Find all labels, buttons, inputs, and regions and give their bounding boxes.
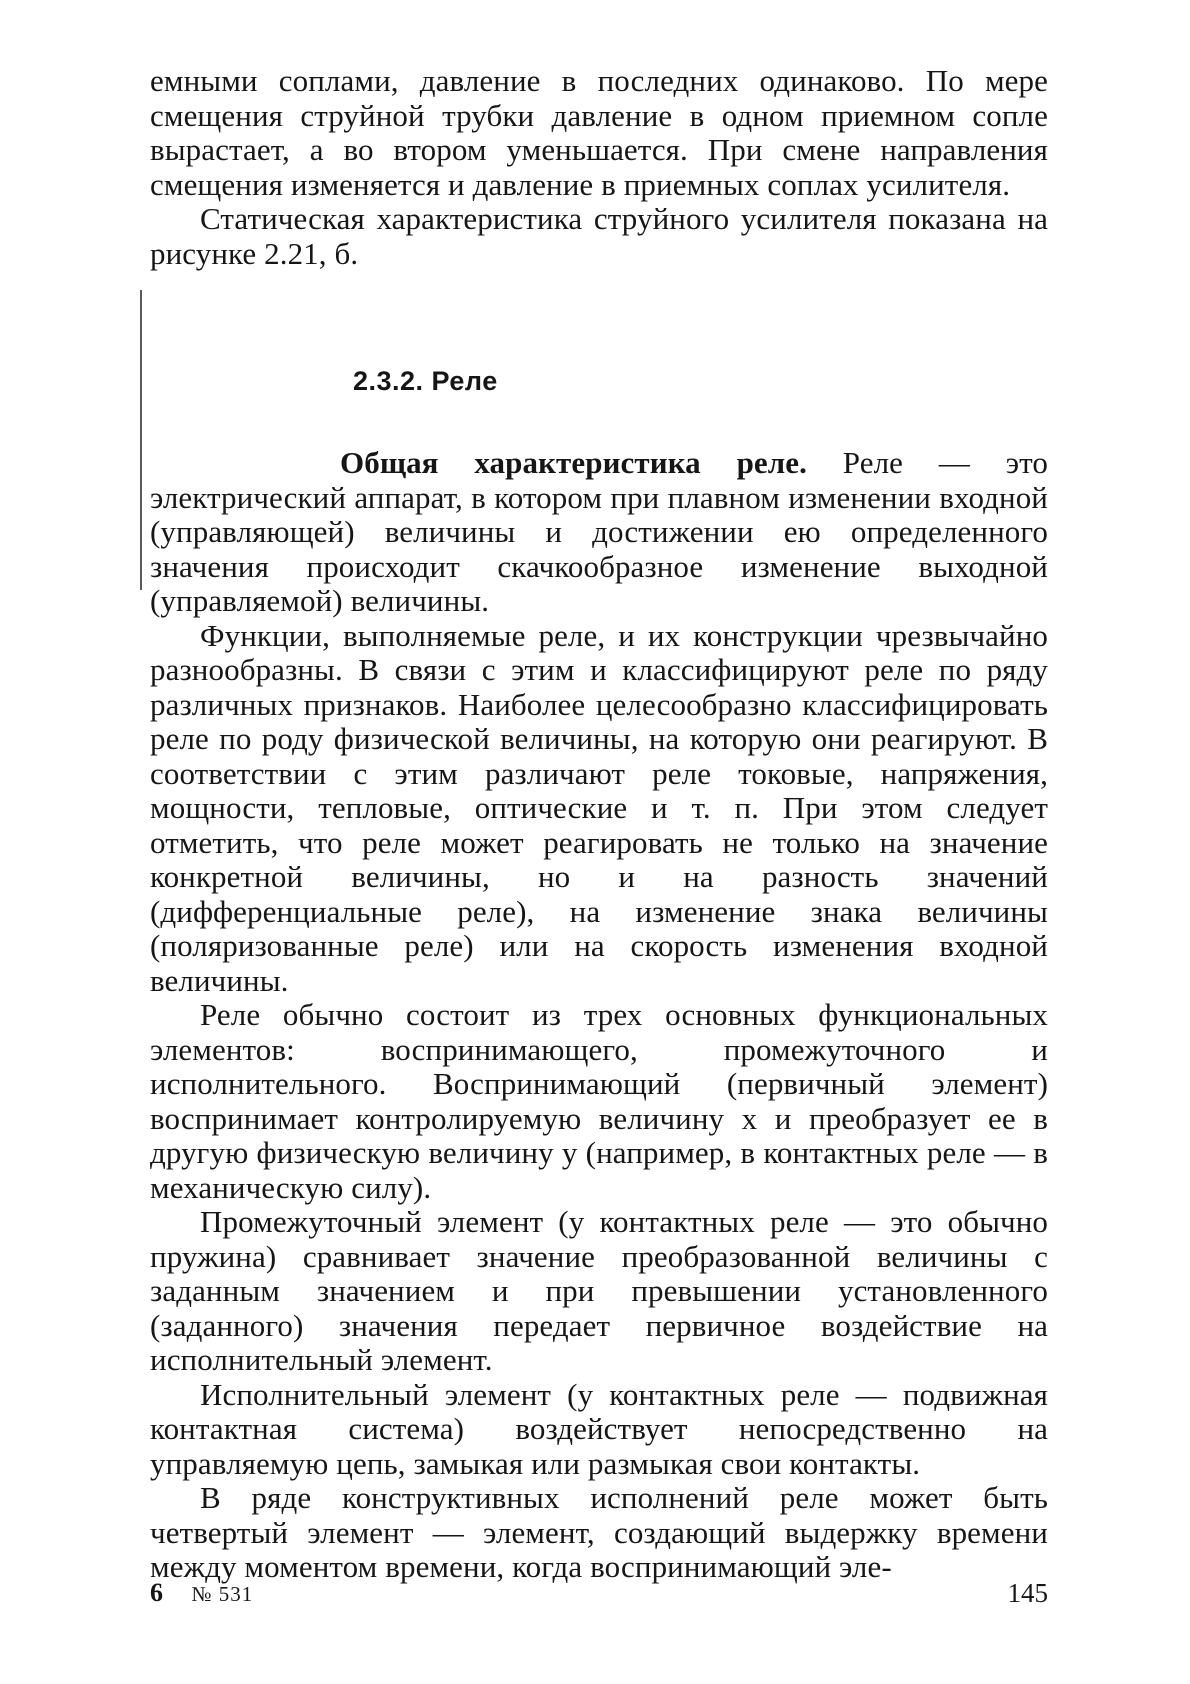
paragraph-functions: Функции, выполняемые реле, и их конструкции чрезвычайно разнообразны. В связи с этим и классифицируют реле по ряду различных признаков. Наиболее целесообразно классифицировать реле по роду физической величины, на которую они реагируют. В соответствии с этим различают реле токовые, напряжения, мощности, тепловые, оптические и т. п. При этом следует отметить, что реле может реагировать не только на значение конкретной величины, но и на разность значений (дифференциальные реле), на изменение знака величины (поляризованные реле) или на скорость изменения входной величины.: [150, 617, 1048, 998]
main-text-block: [150, 446, 1048, 1585]
paragraph-continued: емными соплами, давление в последних одинаково. По мере смещения струйной трубки давление в одном приемном сопле вырастает, а во втором уменьшается. При смене направления смещения изменяется и давление в приемных соплах усилителя.: [150, 63, 1048, 202]
paragraph-intermediate-element: Промежуточный элемент (у контактных реле — это обычно пружина) сравнивает значение преобразованной величины с заданным значением и при превышении установленного (заданного) значения передает первичное воздействие на исполнительный элемент.: [150, 1204, 1048, 1377]
paragraph-fourth-element: В ряде конструктивных исполнений реле может быть четвертый элемент — элемент, создающий выдержку времени между моментом времени, когда воспринимающий эле-: [150, 1480, 1048, 1584]
paragraph-relay-definition: [150, 446, 1048, 619]
signature-number: 6: [150, 1578, 163, 1607]
paragraph-elements: Реле обычно состоит из трех основных функциональных элементов: воспринимающего, промежуточного и исполнительного. Воспринимающий (первичный элемент) воспринимает контролируемую величину x и преобразует ее в другую физическую величину y (например, в контактных реле — в механическую силу).: [150, 997, 1048, 1205]
definition-text: Реле — это электрический аппарат, в котором при плавном изменении входной (управляющей) величины и достижении ею определенного значения происходит скачкообразное изменение выходной (управляемой) величины.: [150, 445, 1048, 618]
footer-signature: [150, 1578, 253, 1608]
paragraph-executive-element: Исполнительный элемент (у контактных реле — подвижная контактная система) воздействует непосредственно на управляемую цепь, замыкая или размыкая свои контакты.: [150, 1376, 1048, 1481]
signature-code: № 531: [191, 1582, 254, 1606]
runin-title: Общая характеристика реле.: [340, 445, 807, 480]
section-heading: 2.3.2. Реле: [353, 366, 498, 396]
page-number: 145: [1007, 1578, 1048, 1608]
margin-line: [140, 290, 142, 590]
paragraph-static-characteristic: Статическая характеристика струйного усилителя показана на рисунке 2.21, б.: [150, 201, 1048, 271]
top-text-block: [150, 64, 1048, 271]
